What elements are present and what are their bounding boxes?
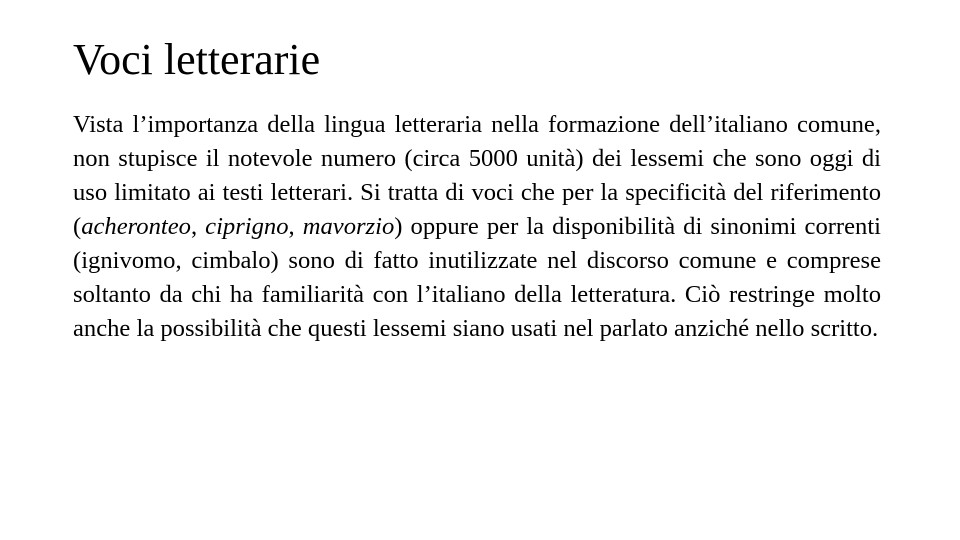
example-ciprigno: ciprigno	[205, 213, 289, 240]
separator-2: ,	[288, 213, 303, 240]
example-mavorzio: mavorzio	[302, 213, 395, 240]
separator-1: ,	[190, 213, 206, 240]
paragraph-text-part1: Vista l’importanza della lingua letteraria nella formazione dell’italiano comune, non stupisce il notevole numero (circa 5000 unità) dei lessemi che sono oggi di uso limitato ai testi letterari. Si tratta di voci che per la specificità del riferimento (	[73, 111, 881, 240]
paragraph-text-part2: ) oppure per la disponibilità di sinonimi correnti (ignivomo, cimbalo) sono di fatto inutilizzate nel discorso comune e comprese soltanto da chi ha familiarità con l’italiano della letteratura. Ciò restringe molto anche la possibilità che questi lessemi siano usati nel parlato anziché nello scritto.	[73, 213, 882, 342]
body-paragraph	[73, 108, 881, 346]
example-acheronteo: acheronteo	[81, 213, 191, 240]
slide-title: Voci letterarie	[73, 35, 321, 84]
